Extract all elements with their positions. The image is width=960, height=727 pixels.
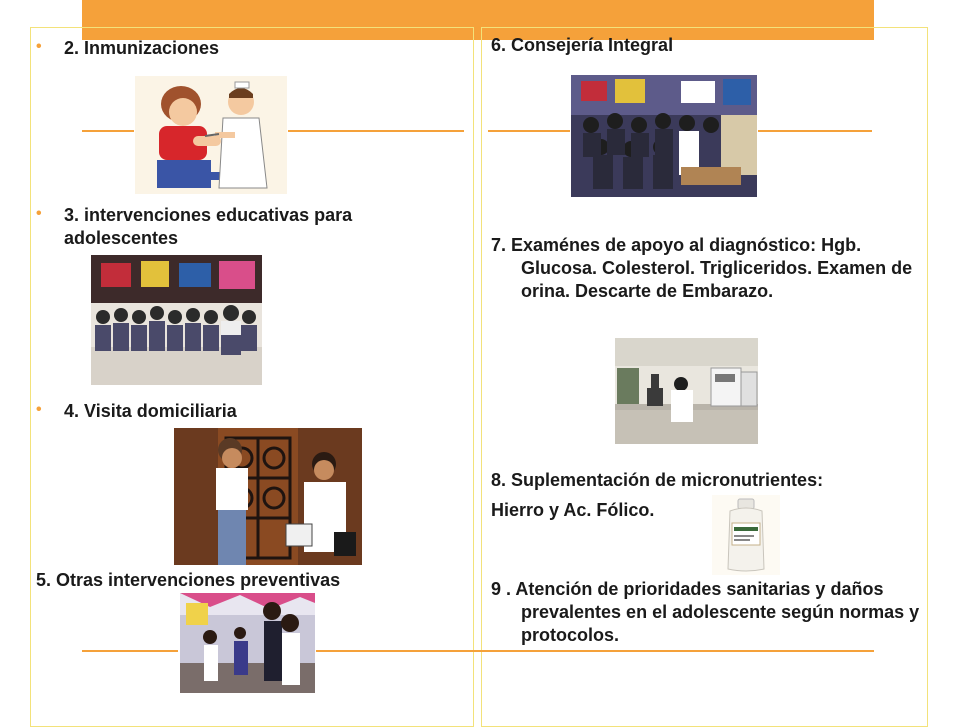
vaccination-illustration xyxy=(135,76,287,194)
item-intervenciones-educativas: 3. intervenciones educativas para adolescentes xyxy=(64,205,353,248)
educational-session-photo xyxy=(91,255,262,385)
bullet-icon: • xyxy=(36,205,42,222)
supplement-bottle-photo xyxy=(712,495,780,575)
item-inmunizaciones: 2. Inmunizaciones xyxy=(64,38,220,58)
bullet-icon: • xyxy=(36,38,42,55)
divider-line xyxy=(82,650,178,652)
counseling-photo xyxy=(571,75,757,197)
bullet-icon: • xyxy=(36,401,42,418)
item-atencion-prioridades: 9 . Atención de prioridades sanitarias y daños prevalentes en el adolescente según normas y protocolos. xyxy=(491,579,920,645)
item-consejeria-integral: 6. Consejería Integral xyxy=(491,35,674,55)
item-otras-intervenciones: 5. Otras intervenciones preventivas xyxy=(36,570,341,590)
divider-line xyxy=(758,130,872,132)
divider-line xyxy=(316,650,874,652)
item-examenes-apoyo: 7. Examénes de apoyo al diagnóstico: Hgb. Glucosa. Colesterol. Trigliceridos. Examen de orina. Descarte de Embarazo. xyxy=(491,235,913,301)
home-visit-photo xyxy=(174,428,362,565)
divider-line xyxy=(488,130,570,132)
item-visita-domiciliaria: 4. Visita domiciliaria xyxy=(64,401,237,421)
laboratory-photo xyxy=(615,338,758,444)
divider-line xyxy=(288,130,464,132)
item-hierro-fólico: Hierro y Ac. Fólico. xyxy=(491,500,655,520)
preventive-event-photo xyxy=(180,593,315,693)
divider-line xyxy=(82,130,134,132)
item-suplementacion: 8. Suplementación de micronutrientes: xyxy=(491,470,824,490)
